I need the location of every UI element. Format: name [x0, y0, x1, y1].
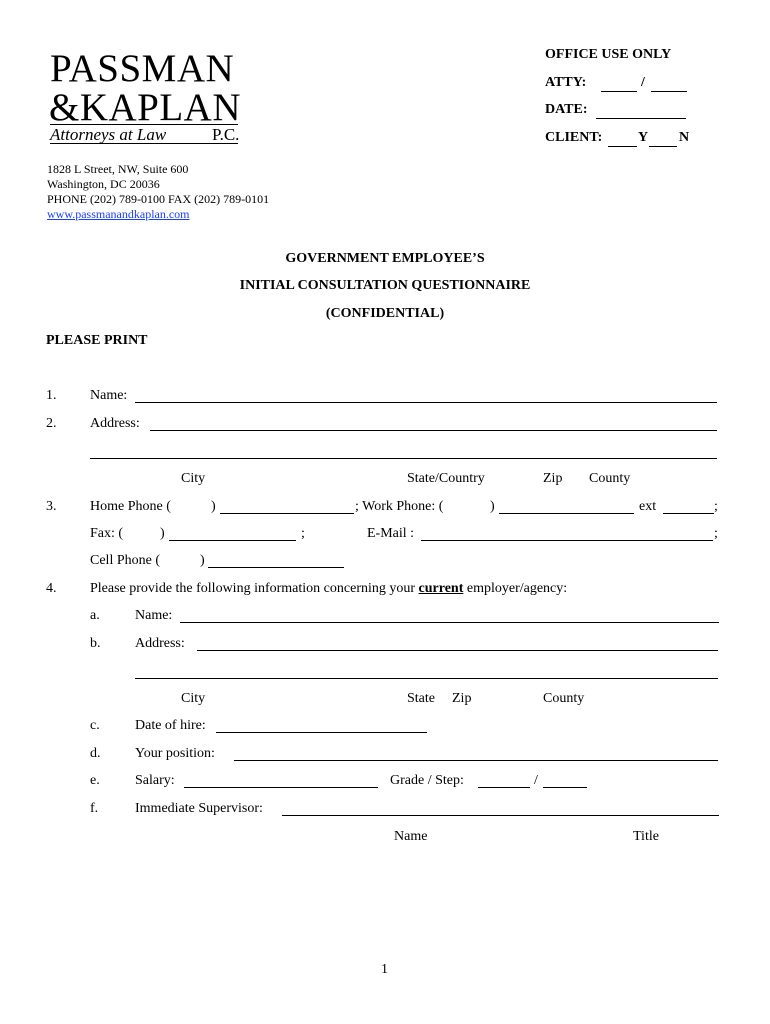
sub-d: d. — [90, 746, 101, 761]
please-print: PLEASE PRINT — [46, 333, 148, 348]
grade-separator: / — [534, 773, 538, 788]
logo-subtitle: Attorneys at Law — [50, 125, 167, 144]
logo-suffix: P.C. — [212, 125, 240, 144]
sub-c: c. — [90, 718, 100, 733]
home-phone-paren: ) — [211, 499, 216, 514]
page-number: 1 — [381, 962, 388, 977]
email-semicolon: ; — [714, 526, 718, 541]
client-label: CLIENT: — [545, 130, 603, 145]
client-y: Y — [638, 130, 649, 145]
address-state-caption: State/Country — [407, 471, 485, 486]
salary-field[interactable] — [184, 787, 378, 788]
form-title-line3: (CONFIDENTIAL) — [325, 306, 445, 321]
home-phone-field[interactable] — [220, 513, 354, 514]
employer-zip-caption: Zip — [452, 691, 472, 706]
cell-phone-paren: ) — [200, 553, 205, 568]
employer-name-field[interactable] — [180, 622, 719, 623]
position-label: Your position: — [135, 746, 215, 761]
work-phone-label: ; Work Phone: ( — [355, 499, 444, 514]
email-label: E-Mail : — [367, 526, 415, 541]
name-label: Name: — [90, 388, 128, 403]
atty-label: ATTY: — [545, 75, 587, 90]
address-field-1[interactable] — [150, 430, 717, 431]
supervisor-label: Immediate Supervisor: — [135, 801, 263, 816]
cell-phone-field[interactable] — [208, 567, 344, 568]
home-phone-label: Home Phone ( — [90, 499, 171, 514]
item-number-4: 4. — [46, 581, 57, 596]
supervisor-field[interactable] — [282, 815, 719, 816]
date-of-hire-field[interactable] — [216, 732, 427, 733]
grade-field[interactable] — [478, 787, 530, 788]
address-zip-caption: Zip — [543, 471, 563, 486]
logo-rule-bottom — [50, 143, 238, 144]
employer-city-caption: City — [181, 691, 206, 706]
fax-field[interactable] — [169, 540, 296, 541]
employer-instructions-pre: Please provide the following information concerning your — [90, 581, 416, 596]
address-field-2[interactable] — [90, 458, 717, 459]
employer-address-field-1[interactable] — [197, 650, 718, 651]
form-title-line1: GOVERNMENT EMPLOYEE’S — [285, 251, 485, 266]
fax-label: Fax: ( — [90, 526, 124, 541]
position-field[interactable] — [234, 760, 718, 761]
date-label: DATE: — [545, 102, 588, 117]
client-no-field[interactable] — [649, 146, 677, 147]
sub-b: b. — [90, 636, 101, 651]
firm-city: Washington, DC 20036 — [47, 177, 160, 191]
atty-field-1[interactable] — [601, 91, 637, 92]
employer-address-field-2[interactable] — [135, 678, 718, 679]
sub-a: a. — [90, 608, 100, 623]
office-date-field[interactable] — [596, 118, 686, 119]
fax-semicolon: ; — [301, 526, 305, 541]
salary-label: Salary: — [135, 773, 175, 788]
firm-website-link[interactable]: www.passmanandkaplan.com — [47, 207, 190, 221]
work-phone-field[interactable] — [499, 513, 634, 514]
employer-address-label: Address: — [135, 636, 185, 651]
client-yes-field[interactable] — [608, 146, 637, 147]
client-n: N — [679, 130, 690, 145]
name-field[interactable] — [135, 402, 717, 403]
employer-current-emphasis: current — [418, 581, 464, 596]
date-of-hire-label: Date of hire: — [135, 718, 206, 733]
sub-f: f. — [90, 801, 99, 816]
firm-phone-fax: PHONE (202) 789-0100 FAX (202) 789-0101 — [47, 192, 270, 206]
email-field[interactable] — [421, 540, 713, 541]
employer-instructions — [90, 581, 567, 597]
logo-passman: PASSMAN — [50, 47, 235, 90]
cell-phone-label: Cell Phone ( — [90, 553, 160, 568]
grade-step-label: Grade / Step: — [390, 773, 464, 788]
firm-street: 1828 L Street, NW, Suite 600 — [47, 162, 189, 176]
work-phone-paren: ) — [490, 499, 495, 514]
supervisor-title-caption: Title — [633, 829, 659, 844]
office-use-title: OFFICE USE ONLY — [545, 47, 672, 62]
employer-name-label: Name: — [135, 608, 173, 623]
ext-label: ext — [639, 499, 657, 514]
atty-separator: / — [641, 75, 645, 90]
item-number-2: 2. — [46, 416, 57, 431]
work-phone-semicolon: ; — [714, 499, 718, 514]
employer-county-caption: County — [543, 691, 585, 706]
employer-state-caption: State — [407, 691, 435, 706]
address-city-caption: City — [181, 471, 206, 486]
atty-field-2[interactable] — [651, 91, 687, 92]
step-field[interactable] — [543, 787, 587, 788]
item-number-3: 3. — [46, 499, 57, 514]
address-county-caption: County — [589, 471, 631, 486]
item-number-1: 1. — [46, 388, 57, 403]
form-title-line2: INITIAL CONSULTATION QUESTIONNAIRE — [239, 278, 531, 293]
address-label: Address: — [90, 416, 140, 431]
fax-paren: ) — [160, 526, 165, 541]
ext-field[interactable] — [663, 513, 714, 514]
supervisor-name-caption: Name — [394, 829, 428, 844]
logo-kaplan: &KAPLAN — [49, 86, 242, 129]
sub-e: e. — [90, 773, 100, 788]
employer-instructions-post: employer/agency: — [466, 581, 568, 596]
